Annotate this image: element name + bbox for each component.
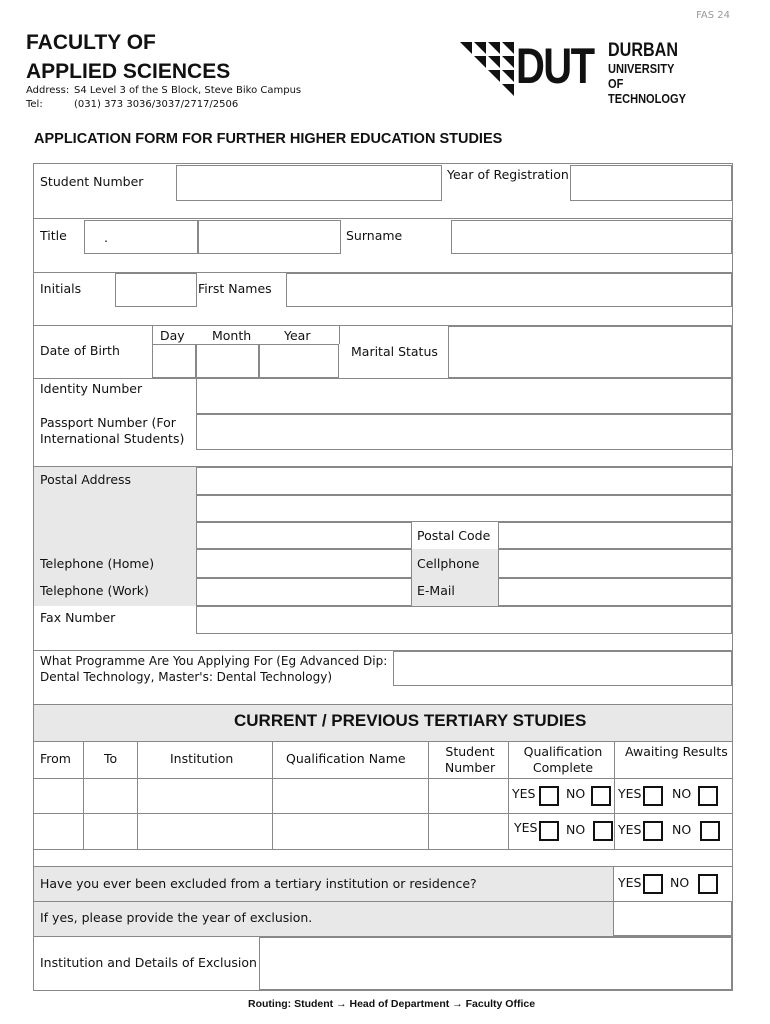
year-of-registration-input[interactable]	[570, 165, 732, 201]
telephone-work-label: Telephone (Work)	[40, 583, 149, 598]
row2-awaiting-yes-label: YES	[618, 822, 642, 837]
month-label: Month	[212, 328, 252, 343]
address-label: Address:	[26, 85, 70, 96]
col-student-number: Student Number	[444, 744, 496, 775]
surname-label: Surname	[346, 228, 403, 243]
faculty-line1: FACULTY OF	[26, 31, 156, 54]
telephone-work-input[interactable]	[196, 578, 412, 606]
postal-address-line3-input[interactable]	[196, 522, 412, 549]
logo-line2: UNIVERSITY OF	[608, 61, 675, 91]
routing-line	[248, 998, 535, 1010]
exclusion-year-prompt: If yes, please provide the year of exclusion.	[40, 910, 313, 925]
telephone-home-input[interactable]	[196, 549, 412, 578]
form-title: APPLICATION FORM FOR FURTHER HIGHER EDUCATION STUDIES	[34, 131, 503, 147]
logo-mark: DUT	[516, 38, 594, 94]
postal-address-line2-input[interactable]	[196, 495, 732, 522]
exclusion-year-input[interactable]	[613, 901, 732, 936]
first-names-label: First Names	[198, 281, 272, 296]
row2-awaiting-no-checkbox[interactable]	[700, 821, 720, 841]
title-label: Title	[40, 228, 67, 243]
logo-line3: TECHNOLOGY	[608, 91, 686, 106]
telephone-home-label: Telephone (Home)	[40, 556, 155, 571]
exclusion-details-label: Institution and Details of Exclusion	[40, 955, 257, 970]
programme-label: What Programme Are You Applying For (Eg Advanced Dip: Dental Technology, Master's: Dental Technology)	[40, 654, 388, 684]
address-value: S4 Level 3 of the S Block, Steve Biko Campus	[74, 85, 302, 96]
year-label: Year	[284, 328, 311, 343]
exclusion-no-checkbox[interactable]	[698, 874, 718, 894]
col-to: To	[104, 751, 118, 766]
title-value: .	[104, 230, 108, 245]
routing-step1: Student	[294, 998, 334, 1010]
row2-awaiting-yes-checkbox[interactable]	[643, 821, 663, 841]
row2-complete-yes-checkbox[interactable]	[539, 821, 559, 841]
marital-status-input[interactable]	[448, 326, 732, 378]
surname-input[interactable]	[451, 220, 732, 254]
col-qualification-complete: Qualification Complete	[523, 744, 603, 775]
marital-status-label: Marital Status	[351, 344, 438, 359]
date-of-birth-label: Date of Birth	[40, 343, 120, 358]
initials-input[interactable]	[115, 273, 197, 307]
passport-number-input[interactable]	[196, 414, 732, 450]
row1-awaiting-no-checkbox[interactable]	[698, 786, 718, 806]
row2-complete-no-checkbox[interactable]	[593, 821, 613, 841]
cellphone-label: Cellphone	[417, 556, 480, 571]
faculty-title	[26, 28, 230, 86]
studies-heading: CURRENT / PREVIOUS TERTIARY STUDIES	[234, 711, 587, 730]
dob-month-input[interactable]	[196, 344, 259, 378]
passport-number-label: Passport Number (For International Students)	[40, 415, 185, 446]
logo-line1: DURBAN	[608, 40, 678, 61]
postal-address-line1-input[interactable]	[196, 467, 732, 495]
row1-complete-no-label: NO	[566, 786, 586, 801]
student-number-label: Student Number	[40, 174, 144, 189]
identity-number-label: Identity Number	[40, 381, 143, 396]
first-names-input[interactable]	[286, 273, 732, 307]
day-label: Day	[160, 328, 185, 343]
exclusion-yes-checkbox[interactable]	[643, 874, 663, 894]
postal-address-label: Postal Address	[40, 472, 132, 487]
exclusion-question: Have you ever been excluded from a tertiary institution or residence?	[40, 876, 477, 891]
row1-awaiting-yes-checkbox[interactable]	[643, 786, 663, 806]
dob-day-input[interactable]	[152, 344, 196, 378]
exclusion-yes-label: YES	[618, 875, 642, 890]
tel-value: (031) 373 3036/3037/2717/2506	[74, 99, 239, 110]
arrow-right-icon: →	[452, 998, 463, 1010]
title-extra-input[interactable]	[198, 220, 341, 254]
row1-complete-yes-checkbox[interactable]	[539, 786, 559, 806]
exclusion-no-label: NO	[670, 875, 690, 890]
routing-step2: Head of Department	[349, 998, 450, 1010]
arrow-right-icon: →	[336, 998, 347, 1010]
exclusion-details-input[interactable]	[259, 937, 732, 990]
postal-code-input[interactable]	[498, 522, 732, 549]
title-input[interactable]	[84, 220, 198, 254]
row2-awaiting-no-label: NO	[672, 822, 692, 837]
dut-triangle-mark-icon	[458, 40, 518, 100]
col-from: From	[40, 751, 71, 766]
email-input[interactable]	[498, 578, 732, 606]
faculty-line2: APPLIED SCIENCES	[26, 60, 231, 83]
row2-complete-no-label: NO	[566, 822, 586, 837]
col-qualification-name: Qualification Name	[286, 751, 406, 766]
address-block	[26, 84, 301, 112]
cellphone-input[interactable]	[498, 549, 732, 578]
col-institution: Institution	[170, 751, 234, 766]
email-label: E-Mail	[417, 583, 455, 598]
postal-code-label: Postal Code	[417, 528, 491, 543]
student-number-input[interactable]	[176, 165, 442, 201]
row1-complete-no-checkbox[interactable]	[591, 786, 611, 806]
row1-complete-yes-label: YES	[512, 786, 536, 801]
fax-number-input[interactable]	[196, 606, 732, 634]
form-code: FAS 24	[696, 10, 730, 21]
programme-input[interactable]	[393, 651, 732, 686]
row1-awaiting-no-label: NO	[672, 786, 692, 801]
fax-number-label: Fax Number	[40, 610, 116, 625]
row2-complete-yes-label: YES	[514, 820, 538, 835]
identity-number-input[interactable]	[196, 378, 732, 414]
initials-label: Initials	[40, 281, 82, 296]
row1-awaiting-yes-label: YES	[618, 786, 642, 801]
tel-label: Tel:	[26, 99, 43, 110]
col-awaiting-results: Awaiting Results	[625, 744, 728, 759]
routing-label: Routing:	[248, 998, 292, 1010]
dut-logo	[458, 38, 698, 106]
dob-year-input[interactable]	[259, 344, 339, 378]
year-of-registration-label: Year of Registration	[447, 167, 569, 182]
routing-step3: Faculty Office	[465, 998, 536, 1010]
